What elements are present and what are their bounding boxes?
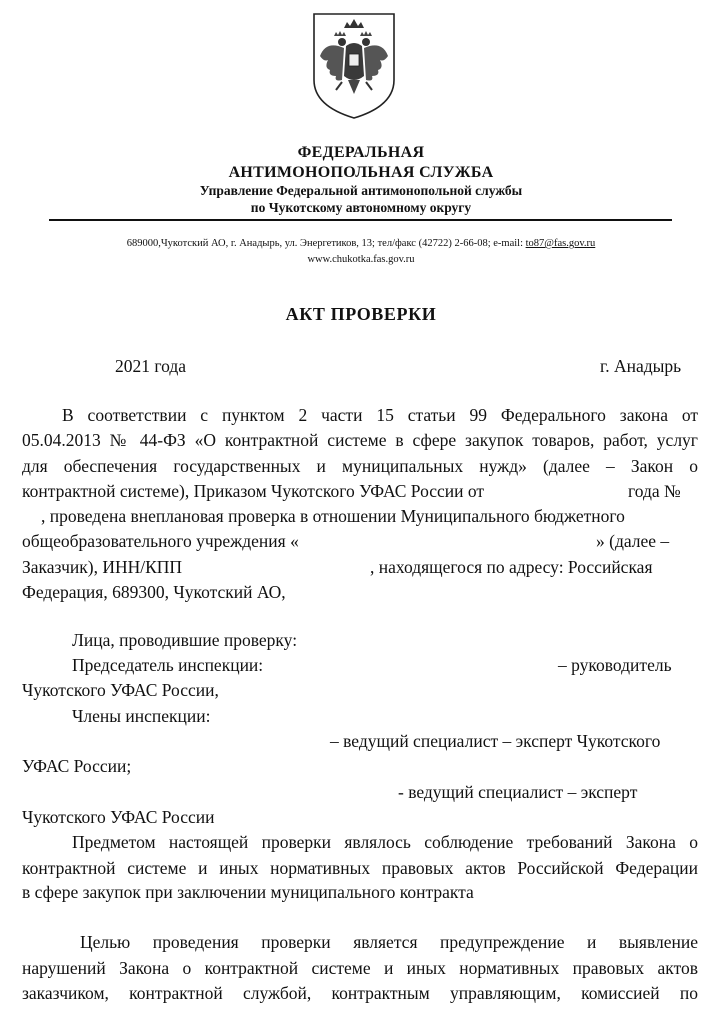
header-line-4: по Чукотскому автономному округу — [250, 200, 472, 215]
p2-line-2: контрактной системе и иных нормативных правовых актов Российской Федерации — [22, 858, 698, 878]
inspectors-label: Лица, проводившие проверку: — [72, 630, 298, 650]
p1-line-7-tail: , находящегося по адресу: Российская — [370, 557, 653, 577]
member1-role: – ведущий специалист – эксперт Чукотского — [330, 731, 661, 751]
header-line-1: ФЕДЕРАЛЬНАЯ — [297, 144, 425, 161]
p1-line-5: , проведена внеплановая проверка в отношении Муниципального бюджетного — [41, 506, 625, 526]
header-divider — [49, 219, 672, 221]
header-line-2: АНТИМОНОПОЛЬНАЯ СЛУЖБА — [228, 164, 494, 181]
chair-org: Чукотского УФАС России, — [22, 680, 219, 700]
email-link[interactable]: to87@fas.gov.ru — [525, 238, 596, 249]
p3-line-3: заказчиком, контрактной службой, контрактным управляющим, комиссией по — [22, 983, 698, 1003]
p1-line-6-tail: » (далее – — [596, 531, 670, 551]
chair-role: – руководитель — [558, 655, 672, 675]
contact-line — [0, 238, 722, 249]
chair-label: Председатель инспекции: — [72, 655, 264, 675]
p3-line-2: нарушений Закона о контрактной системе и иных нормативных правовых актов — [22, 958, 698, 978]
act-date: 2021 года — [115, 356, 187, 376]
p1-line-4: контрактной системе), Приказом Чукотского УФАС России от — [22, 481, 485, 501]
p1-line-4-tail: года № — [628, 481, 681, 501]
p2-line-1: Предметом настоящей проверки являлось соблюдение требований Закона о — [72, 832, 698, 852]
contact-text: 689000,Чукотский АО, г. Анадырь, ул. Энергетиков, 13; тел/факс (42722) 2-66-08; e-mail: — [126, 238, 523, 249]
act-city: г. Анадырь — [600, 356, 682, 376]
p1-line-3: для обеспечения государственных и муниципальных нужд» (далее – Закон о — [22, 456, 698, 476]
p3-line-1: Целью проведения проверки является предупреждение и выявление — [80, 932, 698, 952]
p1-line-1: В соответствии с пунктом 2 части 15 статьи 99 Федерального закона от — [62, 405, 698, 425]
members-label: Члены инспекции: — [72, 706, 211, 726]
p1-line-7: Заказчик), ИНН/КПП — [22, 557, 183, 577]
member2-org: Чукотского УФАС России — [22, 807, 215, 827]
website-line: www.chukotka.fas.gov.ru — [307, 254, 415, 265]
member1-org: УФАС России; — [22, 756, 132, 776]
header-line-3: Управление Федеральной антимонопольной службы — [199, 183, 523, 198]
p2-line-3: в сфере закупок при заключении муниципального контракта — [22, 882, 474, 902]
p1-line-6: общеобразовательного учреждения « — [22, 531, 299, 551]
coat-of-arms-icon — [304, 10, 404, 122]
document-title: АКТ ПРОВЕРКИ — [285, 304, 437, 324]
p1-line-8: Федерация, 689300, Чукотский АО, — [22, 582, 286, 602]
member2-role: - ведущий специалист – эксперт — [398, 782, 638, 802]
p1-line-2: 05.04.2013 № 44-ФЗ «О контрактной системе в сфере закупок товаров, работ, услуг — [22, 430, 698, 450]
